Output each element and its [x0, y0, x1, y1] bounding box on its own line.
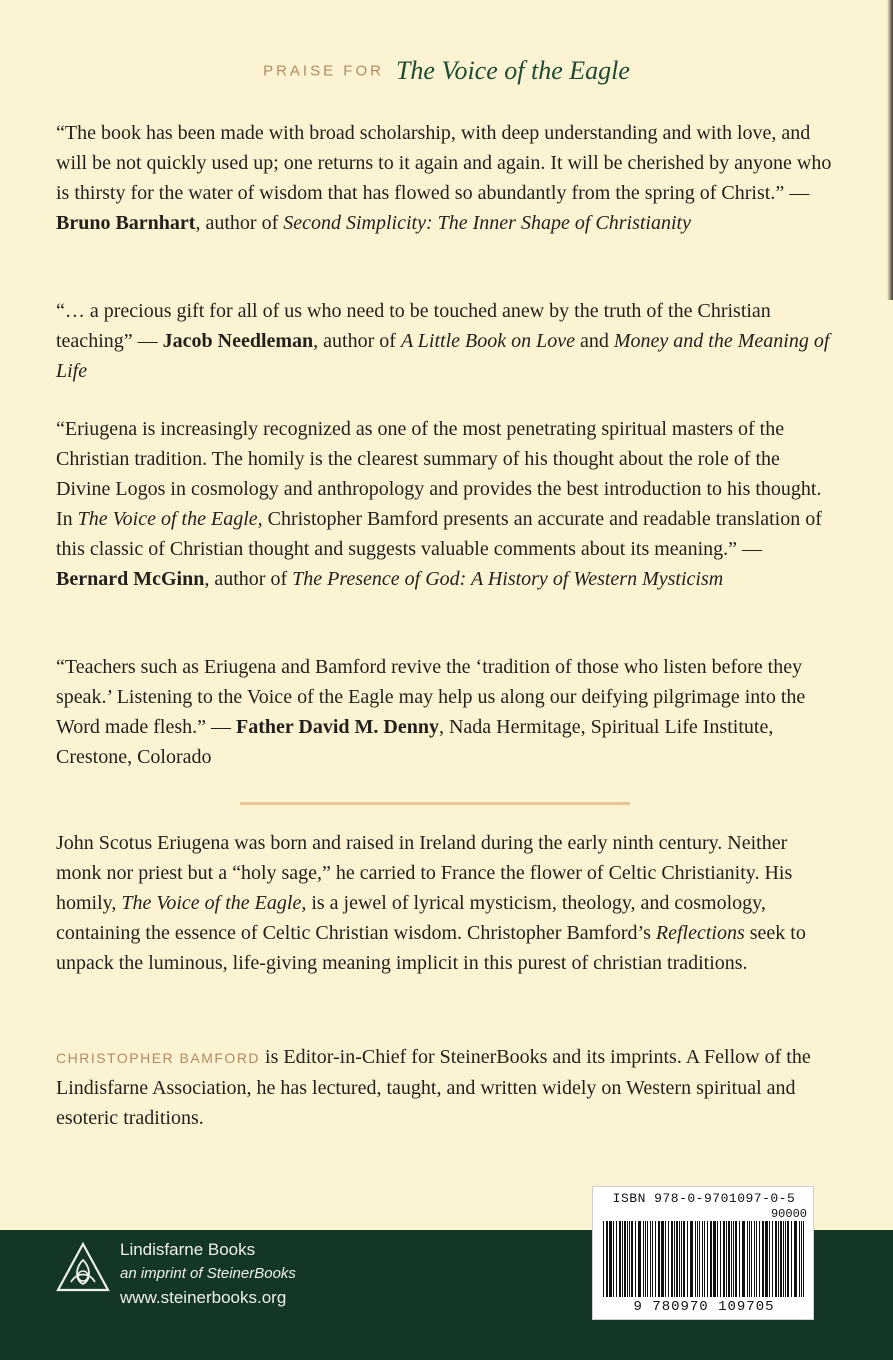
barcode-bar — [735, 1221, 737, 1297]
barcode-bar — [613, 1221, 614, 1297]
barcode-bar — [742, 1221, 745, 1297]
quote-work: Second Simplicity: The Inner Shape of Christianity — [283, 212, 691, 234]
barcode-bar — [751, 1221, 752, 1297]
barcode-bar — [710, 1221, 712, 1297]
barcode-bar — [799, 1221, 800, 1297]
barcode-bar — [778, 1221, 779, 1297]
barcode-bar — [803, 1221, 804, 1297]
barcode-bar — [674, 1221, 675, 1297]
barcode-bar — [791, 1221, 792, 1297]
barcode-bar — [723, 1221, 725, 1297]
barcode-bar — [702, 1221, 703, 1297]
description-title: Reflections — [655, 922, 745, 944]
barcode-bar — [650, 1221, 651, 1297]
barcode-bar — [690, 1221, 693, 1297]
barcode-bar — [726, 1221, 727, 1297]
barcode-bar — [739, 1221, 740, 1297]
barcode-bar — [707, 1221, 708, 1297]
barcode-bar — [616, 1221, 617, 1297]
quote-work: The Presence of God: A History of Western Mysticism — [292, 568, 724, 590]
barcode-bar — [624, 1221, 626, 1297]
isbn-barcode — [592, 1186, 814, 1320]
barcode-bar — [619, 1221, 621, 1297]
bio-text: is Editor-in-Chief for SteinerBooks and its imprints. A Fellow of the Lindisfarne Association, he has lectured, taught, and written widely on Western spiritual and esoteric traditions. — [56, 1046, 811, 1129]
barcode-bar — [697, 1221, 698, 1297]
author-bio — [56, 1042, 836, 1133]
publisher-imprint: an imprint of SteinerBooks — [120, 1265, 296, 1282]
barcode-bar — [720, 1221, 721, 1297]
barcode-bar — [661, 1221, 664, 1297]
isbn-number: ISBN 978-0-9701097-0-5 — [612, 1191, 796, 1206]
section-divider — [240, 802, 630, 805]
barcode-bar — [631, 1221, 633, 1297]
barcode-bar — [665, 1221, 666, 1297]
barcode-bar — [731, 1221, 732, 1297]
barcode-bar — [785, 1221, 786, 1297]
quote-work: Money and the Meaning of Life — [56, 330, 830, 382]
quote-author-of: , author of — [313, 330, 396, 352]
barcode-bar — [606, 1221, 608, 1297]
quote-text: “Teachers such as Eriugena and Bamford revive the ‘tradition of those who listen before they speak.’ Listening to the Voice of the Eagle may help us along our deifying pilgrimage into the Word made flesh.” — — [56, 656, 806, 738]
quote-text: “Eriugena is increasingly recognized as one of the most penetrating spiritual masters of the Christian tradition. The homily is the clearest summary of his thought about the role of the Divine Logos in cosmology and anthropology and provides the best introduction to his thought. In — [56, 418, 822, 530]
publisher-name: Lindisfarne Books — [120, 1240, 256, 1259]
description-text: John Scotus Eriugena was born and raised in Ireland during the early ninth century. Neither monk nor priest but a “holy sage,” he carried to France the flower of Celtic Christianity. His homily, — [56, 832, 793, 914]
barcode-bar — [762, 1221, 764, 1297]
barcode-bar — [679, 1221, 680, 1297]
barcode-bar — [783, 1221, 784, 1297]
praise-label: PRAISE FOR — [263, 62, 384, 80]
barcode-bar — [671, 1221, 673, 1297]
spine-edge — [887, 0, 893, 300]
barcode-bar — [655, 1221, 656, 1297]
barcode-bars — [601, 1221, 807, 1299]
quote-author-of: , author of — [204, 568, 288, 590]
quote-conjunction: and — [580, 330, 609, 352]
barcode-bar — [643, 1221, 644, 1297]
barcode-bar — [687, 1221, 688, 1297]
description-text: is a jewel of lyrical mysticism, theology, and cosmology, containing the essence of Celtic Christian wisdom. Christopher Bamford’s — [56, 892, 766, 944]
quote-work: A Little Book on Love — [400, 330, 575, 352]
barcode-bar — [658, 1221, 660, 1297]
price-code: 90000 — [770, 1207, 807, 1221]
quote-needleman — [56, 296, 836, 386]
barcode-bar — [695, 1221, 696, 1297]
quote-denny — [56, 652, 836, 772]
barcode-bar — [733, 1221, 734, 1297]
publisher-website[interactable]: www.steinerbooks.org — [120, 1288, 287, 1307]
barcode-bar — [765, 1221, 768, 1297]
barcode-bar — [699, 1221, 700, 1297]
barcode-bar — [780, 1221, 782, 1297]
barcode-bar — [668, 1221, 669, 1297]
barcode-bar — [638, 1221, 641, 1297]
ean-number: 9 780970 109705 — [633, 1299, 775, 1315]
barcode-bar — [756, 1221, 757, 1297]
barcode-bar — [787, 1221, 789, 1297]
barcode-bar — [728, 1221, 730, 1297]
quote-text: “The book has been made with broad scholarship, with deep understanding and with love, and will be not quickly used up; one returns to it again and again. It will be cherished by anyone who is thirsty for the water of wisdom that has flowed so abundantly from the spring of Christ.” — — [56, 122, 832, 204]
barcode-bar — [794, 1221, 797, 1297]
description-title: The Voice of the Eagle, — [121, 892, 307, 914]
barcode-bar — [627, 1221, 628, 1297]
quote-text: “… a precious gift for all of us who need to be touched anew by the truth of the Christian teaching” — — [56, 300, 771, 352]
quote-author: Father David M. Denny — [236, 716, 439, 738]
barcode-bar — [683, 1221, 685, 1297]
barcode-bar — [754, 1221, 755, 1297]
barcode-bar — [713, 1221, 716, 1297]
quote-affiliation: , Nada Hermitage, Spiritual Life Institute, Crestone, Colorado — [56, 716, 774, 768]
barcode-bar — [645, 1221, 646, 1297]
barcode-bar — [704, 1221, 705, 1297]
barcode-bar — [681, 1221, 682, 1297]
praise-book-title: The Voice of the Eagle — [395, 56, 630, 85]
quote-text: Christopher Bamford presents an accurate and readable translation of this classic of Christian thought and suggests valuable comments about its meaning.” — — [56, 508, 822, 560]
triquetra-triangle-icon — [55, 1240, 111, 1296]
quote-mcginn — [56, 414, 836, 594]
barcode-bar — [775, 1221, 777, 1297]
barcode-bar — [647, 1221, 648, 1297]
barcode-bar — [609, 1221, 612, 1297]
barcode-bar — [772, 1221, 773, 1297]
barcode-bar — [652, 1221, 653, 1297]
publisher-info — [120, 1238, 296, 1310]
quote-author: Bruno Barnhart — [56, 212, 196, 234]
barcode-bar — [629, 1221, 630, 1297]
barcode-bar — [749, 1221, 750, 1297]
barcode-bar — [747, 1221, 748, 1297]
quote-author: Bernard McGinn — [56, 568, 205, 590]
barcode-bar — [801, 1221, 802, 1297]
barcode-bar — [603, 1221, 604, 1297]
quote-inline-title: The Voice of the Eagle, — [77, 508, 263, 530]
praise-header — [0, 56, 893, 86]
barcode-bar — [635, 1221, 636, 1297]
barcode-bar — [769, 1221, 770, 1297]
barcode-bar — [759, 1221, 760, 1297]
quote-author: Jacob Needleman — [162, 330, 314, 352]
bio-author-name: CHRISTOPHER BAMFORD — [56, 1050, 261, 1066]
book-description — [56, 828, 836, 978]
quote-barnhart — [56, 118, 836, 238]
barcode-bar — [676, 1221, 678, 1297]
quote-author-of: , author of — [195, 212, 279, 234]
barcode-bar — [622, 1221, 623, 1297]
barcode-bar — [717, 1221, 718, 1297]
description-text: seek to unpack the luminous, life-giving meaning implicit in this purest of christian traditions. — [56, 922, 806, 974]
